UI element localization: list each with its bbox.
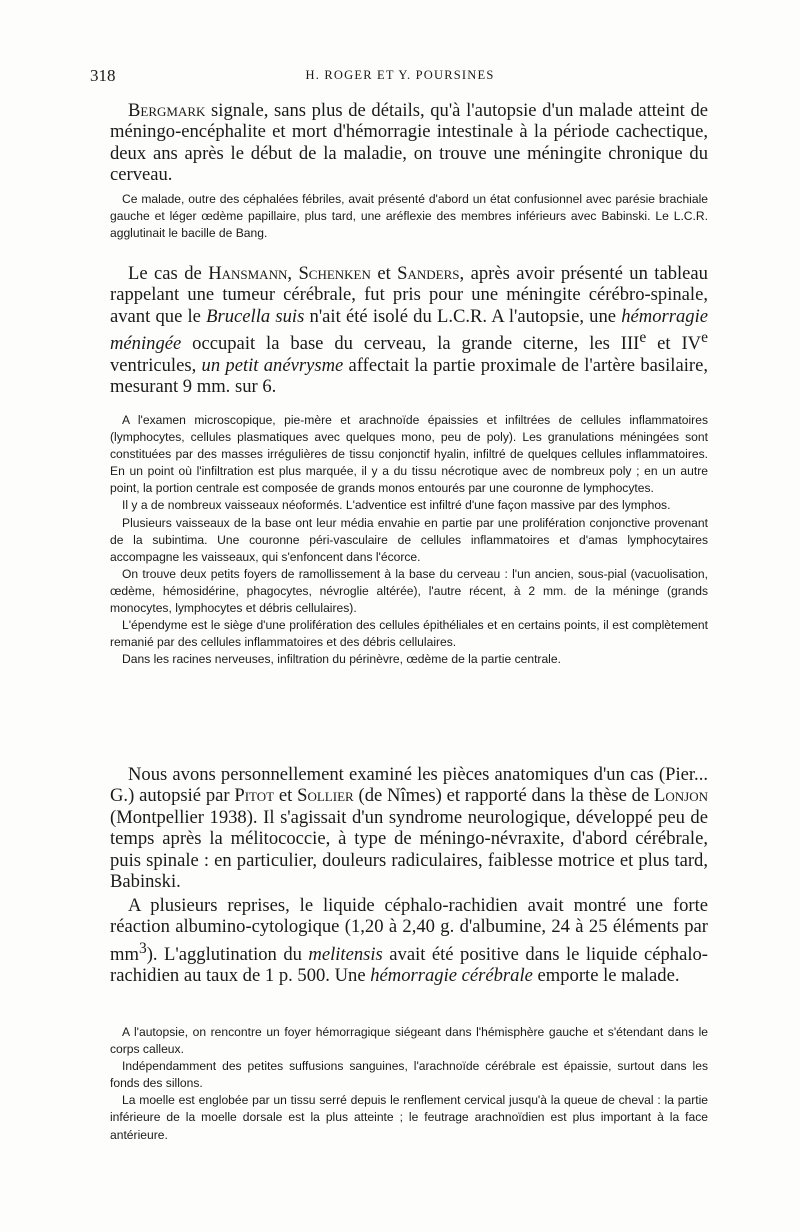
note-paragraph: La moelle est englobée par un tissu serré depuis le renflement cervical jusqu'à la queue de cheval : la partie inférieure de la moelle dorsale est la plus atteinte ; le feutrage arachnoïdien est plus important à la face antérieure. — [110, 1093, 708, 1142]
italic-term: melitensis — [308, 944, 383, 965]
note-paragraph: Dans les racines nerveuses, infiltration du périnèvre, œdème de la partie centrale. — [122, 652, 561, 667]
page-header — [90, 66, 710, 88]
text-run: , après avoir présenté un tableau rappelant une tumeur cérébrale, fut pris pour une méningite cérébro-spinale, avant que le — [110, 263, 708, 327]
text-run: ). L'agglutination du — [146, 944, 309, 965]
text-run: Le cas de — [128, 263, 209, 284]
author-name: Sanders — [397, 263, 460, 284]
italic-term: hémorragie méningée — [110, 305, 708, 355]
author-name: Hansmann — [208, 263, 288, 284]
note-paragraph: On trouve deux petits foyers de ramollissement à la base du cerveau : l'un ancien, sous-pial (vacuolisation, œdème, hémosidérine, phagocytes, névroglie altérée), l'autre récent, à 2 mm. de la méninge (grands monocytes, lymphocytes et débris cellulaires). — [110, 566, 708, 616]
author-name: Schenken — [298, 263, 371, 284]
note-paragraph: Indépendamment des petites suffusions sanguines, l'arachnoïde cérébrale est épaissie, surtout dans les fonds des sillons. — [110, 1059, 708, 1091]
note-paragraph: L'épendyme est le siège d'une prolifération des cellules épithéliales et en certains points, il est complètement remanié par des cellules inflammatoires et des débris cellulaires. — [110, 618, 708, 650]
text-run: affectait la partie proximale de l'artère basilaire, mesurant 9 mm. sur 6. — [110, 354, 708, 398]
note-paragraph: Ce malade, outre des céphalées fébriles, avait présenté d'abord un état confusionnel avec parésie brachiale gauche et léger œdème papillaire, plus tard, une aréflexie des membres inférieurs avec Babinski. Le L.C.R. agglutinait le bacille de Bang. — [110, 192, 708, 241]
text-run: , — [287, 263, 299, 284]
author-name: Lonjon — [654, 785, 709, 807]
paragraph-text: signale, sans plus de détails, qu'à l'autopsie d'un malade atteint de méningo-encéphalite et mort d'hémorragie intestinale à la période cachectique, deux ans après le début de la maladie, on trouve une méningite chronique du cerveau. — [110, 100, 708, 186]
note-paragraph: Il y a de nombreux vaisseaux néoformés. L'adventice est infiltré d'une façon massive par des lymphos. — [122, 498, 671, 513]
case-note-bergmark — [110, 191, 708, 242]
superscript: e — [701, 329, 708, 347]
italic-term: Brucella suis — [206, 305, 305, 327]
author-name: Sollier — [297, 785, 354, 807]
paragraph-bergmark — [110, 100, 708, 186]
paragraph-csf — [110, 895, 708, 987]
text-run: n'ait été isolé du L.C.R. A l'autopsie, une — [304, 305, 622, 327]
note-paragraph: A l'autopsie, on rencontre un foyer hémorragique siégeant dans l'hémisphère gauche et s'étendant dans le corps calleux. — [110, 1025, 708, 1057]
superscript: e — [639, 329, 647, 347]
italic-term: un petit anévrysme — [201, 354, 344, 376]
paragraph-hansmann — [110, 263, 708, 398]
note-paragraph: A l'examen microscopique, pie-mère et arachnoïde épaissies et infiltrées de cellules inflammatoires (lymphocytes, cellules plasmatiques avec quelques mono, peu de poly). Les granulations méningées sont constituées par des masses irrégulières de tissu conjonctif hyalin, infiltré de quelques cellules inflammatoires. En un point où l'infiltration est plus marquée, il y a du tissu nécrotique avec de nombreux poly ; en un autre point, la portion centrale est composée de grands monos entourés par une couronne de lymphocytes. — [110, 413, 708, 496]
running-title: H. ROGER ET Y. POURSINES — [305, 68, 495, 82]
text-run: occupait la base du cerveau, la grande citerne, les III — [181, 333, 640, 355]
author-name: Bergmark — [128, 100, 206, 121]
superscript: 3 — [138, 939, 147, 957]
page-number: 318 — [90, 66, 116, 85]
author-name: Pitot — [234, 785, 275, 807]
text-run: A plusieurs reprises, le liquide céphalo-rachidien avait montré une forte réaction albumino-cytologique (1,20 à 2,40 g. d'albumine, 24 à 25 éléments par mm — [110, 895, 708, 965]
note-paragraph: Plusieurs vaisseaux de la base ont leur média envahie en partie par une prolifération conjonctive provenant de la subintima. Une couronne péri-vasculaire de cellules inflammatoires et d'amas lymphocytaires accompagne les vaisseaux, qui s'enfoncent dans l'écorce. — [110, 515, 708, 564]
text-run: emporte le malade. — [532, 965, 680, 987]
italic-term: hémorragie cérébrale — [370, 965, 533, 987]
microscopy-notes — [110, 412, 708, 668]
autopsy-notes — [110, 1024, 708, 1144]
text-run: et IV — [646, 333, 702, 355]
text-run: avait été positive dans le liquide céphalo-rachidien au taux de 1 p. 500. Une — [110, 944, 708, 987]
text-run: Nous avons personnellement examiné les pièces anatomiques d'un cas (Pier... G.) autopsié par — [110, 764, 708, 807]
text-run: ventricules, — [110, 354, 202, 376]
text-run: et — [370, 263, 398, 284]
text-run: (Montpellier 1938). Il s'agissait d'un syndrome neurologique, développé peu de temps après la mélitococcie, à type de méningo-névraxite, d'abord cérébrale, puis spinale : en particulier, douleurs radiculaires, faiblesse motrice et plus tard, Babinski. — [110, 806, 708, 893]
paragraph-pitot-sollier — [110, 764, 708, 892]
text-run: et — [274, 785, 298, 807]
text-run: (de Nîmes) et rapporté dans la thèse de — [353, 785, 655, 807]
